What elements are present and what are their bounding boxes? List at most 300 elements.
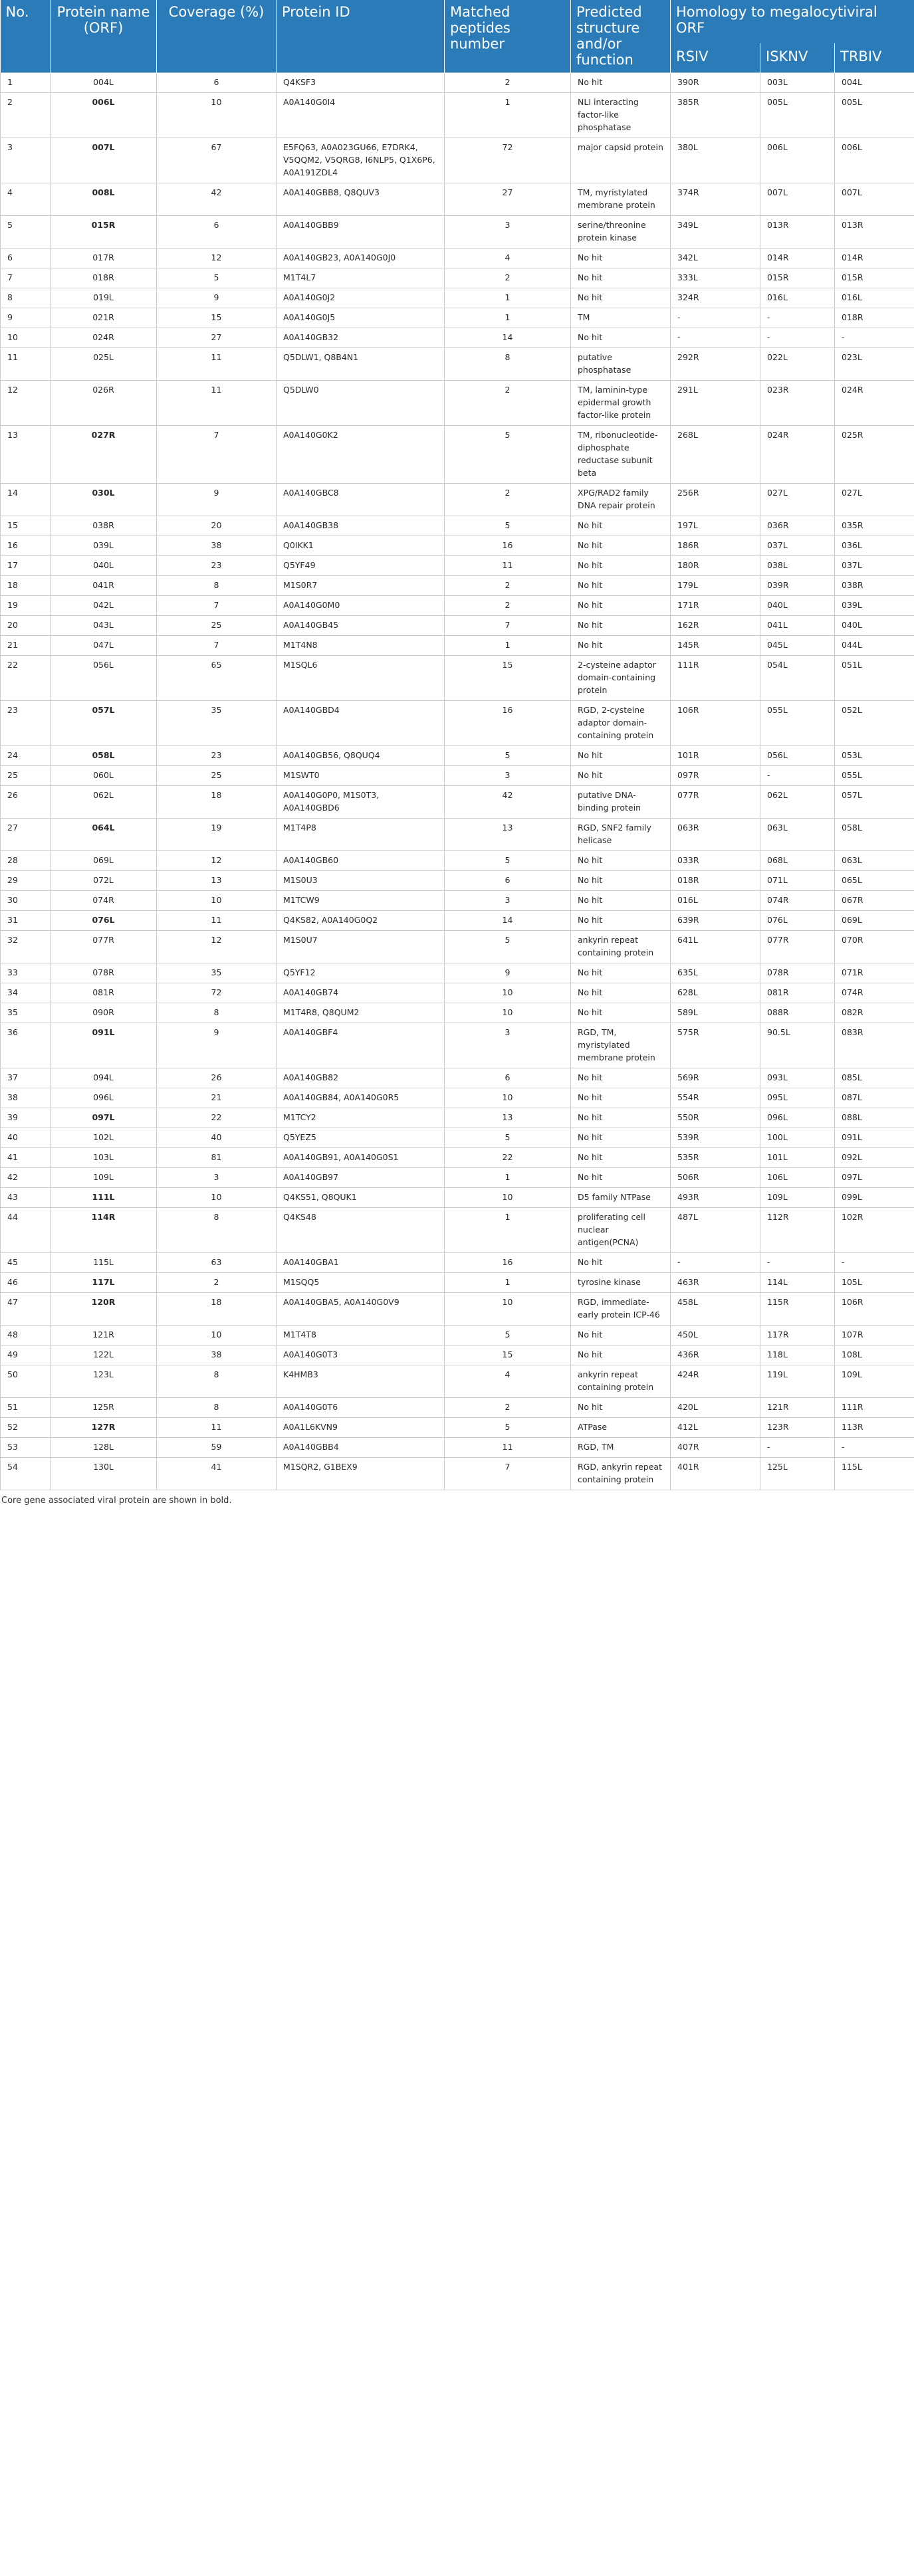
cell-rsiv: 186R bbox=[671, 536, 760, 555]
cell-protein-name: 041R bbox=[51, 575, 157, 595]
cell-protein-name: 008L bbox=[51, 183, 157, 215]
cell-coverage: 59 bbox=[157, 1437, 277, 1457]
cell-coverage: 18 bbox=[157, 1292, 277, 1325]
cell-rsiv: - bbox=[671, 308, 760, 328]
cell-protein-name: 058L bbox=[51, 745, 157, 765]
cell-coverage: 10 bbox=[157, 1187, 277, 1207]
cell-protein-id: Q4KS51, Q8QUK1 bbox=[277, 1187, 445, 1207]
cell-matched-peptides: 10 bbox=[445, 983, 571, 1003]
cell-matched-peptides: 10 bbox=[445, 1187, 571, 1207]
cell-matched-peptides: 3 bbox=[445, 890, 571, 910]
cell-predicted-function: No hit bbox=[571, 72, 671, 92]
cell-predicted-function: ankyrin repeat containing protein bbox=[571, 1365, 671, 1397]
cell-coverage: 10 bbox=[157, 890, 277, 910]
cell-matched-peptides: 16 bbox=[445, 700, 571, 745]
cell-protein-id: M1T4N8 bbox=[277, 635, 445, 655]
cell-coverage: 72 bbox=[157, 983, 277, 1003]
cell-rsiv: 333L bbox=[671, 268, 760, 288]
cell-isknv: 119L bbox=[760, 1365, 835, 1397]
cell-rsiv: 569R bbox=[671, 1068, 760, 1088]
cell-rsiv: 639R bbox=[671, 910, 760, 930]
cell-matched-peptides: 14 bbox=[445, 328, 571, 347]
cell-protein-name: 017R bbox=[51, 248, 157, 268]
table-footnote: Core gene associated viral protein are shown in bold. bbox=[1, 1495, 232, 1506]
table-row bbox=[1, 1147, 914, 1167]
table-row bbox=[1, 183, 914, 215]
cell-isknv: 006L bbox=[760, 138, 835, 183]
cell-coverage: 19 bbox=[157, 818, 277, 850]
cell-coverage: 18 bbox=[157, 785, 277, 818]
table-row bbox=[1, 1068, 914, 1088]
cell-trbiv: 099L bbox=[835, 1187, 914, 1207]
cell-coverage: 67 bbox=[157, 138, 277, 183]
cell-isknv: 003L bbox=[760, 72, 835, 92]
cell-trbiv: 025R bbox=[835, 425, 914, 483]
cell-protein-name: 122L bbox=[51, 1345, 157, 1365]
cell-protein-name: 114R bbox=[51, 1207, 157, 1252]
cell-coverage: 35 bbox=[157, 700, 277, 745]
cell-no: 10 bbox=[1, 328, 51, 347]
cell-protein-id: M1S0R7 bbox=[277, 575, 445, 595]
cell-predicted-function: tyrosine kinase bbox=[571, 1272, 671, 1292]
cell-no: 15 bbox=[1, 516, 51, 536]
table-row bbox=[1, 1088, 914, 1108]
cell-no: 1 bbox=[1, 72, 51, 92]
cell-predicted-function: No hit bbox=[571, 268, 671, 288]
cell-rsiv: 111R bbox=[671, 655, 760, 700]
cell-matched-peptides: 6 bbox=[445, 870, 571, 890]
cell-rsiv: 589L bbox=[671, 1003, 760, 1023]
cell-predicted-function: No hit bbox=[571, 910, 671, 930]
cell-isknv: 055L bbox=[760, 700, 835, 745]
table-header bbox=[1, 0, 914, 72]
cell-trbiv: 004L bbox=[835, 72, 914, 92]
table-row bbox=[1, 1128, 914, 1147]
cell-isknv: 093L bbox=[760, 1068, 835, 1088]
cell-isknv: 014R bbox=[760, 248, 835, 268]
cell-trbiv: 051L bbox=[835, 655, 914, 700]
cell-rsiv: 641L bbox=[671, 930, 760, 963]
table-row bbox=[1, 425, 914, 483]
cell-coverage: 8 bbox=[157, 1365, 277, 1397]
cell-matched-peptides: 42 bbox=[445, 785, 571, 818]
cell-protein-name: 038R bbox=[51, 516, 157, 536]
cell-coverage: 12 bbox=[157, 248, 277, 268]
cell-protein-name: 103L bbox=[51, 1147, 157, 1167]
cell-matched-peptides: 2 bbox=[445, 268, 571, 288]
cell-no: 27 bbox=[1, 818, 51, 850]
cell-trbiv: 036L bbox=[835, 536, 914, 555]
cell-rsiv: 539R bbox=[671, 1128, 760, 1147]
table-row bbox=[1, 138, 914, 183]
cell-predicted-function: NLI interacting factor-like phosphatase bbox=[571, 92, 671, 138]
cell-rsiv: 436R bbox=[671, 1345, 760, 1365]
table-row bbox=[1, 615, 914, 635]
cell-protein-id: M1TCW9 bbox=[277, 890, 445, 910]
cell-isknv: 095L bbox=[760, 1088, 835, 1108]
cell-protein-id: A0A140GBC8 bbox=[277, 483, 445, 516]
cell-predicted-function: RGD, TM, myristylated membrane protein bbox=[571, 1023, 671, 1068]
cell-coverage: 12 bbox=[157, 850, 277, 870]
cell-coverage: 81 bbox=[157, 1147, 277, 1167]
cell-no: 5 bbox=[1, 215, 51, 248]
cell-no: 20 bbox=[1, 615, 51, 635]
cell-trbiv: 085L bbox=[835, 1068, 914, 1088]
header-no: No. bbox=[1, 0, 51, 72]
cell-rsiv: 628L bbox=[671, 983, 760, 1003]
cell-protein-id: A0A140GB74 bbox=[277, 983, 445, 1003]
cell-isknv: 015R bbox=[760, 268, 835, 288]
cell-protein-name: 096L bbox=[51, 1088, 157, 1108]
cell-no: 17 bbox=[1, 555, 51, 575]
cell-isknv: 013R bbox=[760, 215, 835, 248]
cell-predicted-function: D5 family NTPase bbox=[571, 1187, 671, 1207]
cell-matched-peptides: 2 bbox=[445, 72, 571, 92]
cell-trbiv: 014R bbox=[835, 248, 914, 268]
cell-trbiv: 087L bbox=[835, 1088, 914, 1108]
cell-isknv: 125L bbox=[760, 1457, 835, 1490]
cell-protein-name: 043L bbox=[51, 615, 157, 635]
cell-isknv: - bbox=[760, 1437, 835, 1457]
cell-predicted-function: serine/threonine protein kinase bbox=[571, 215, 671, 248]
cell-no: 36 bbox=[1, 1023, 51, 1068]
cell-protein-name: 015R bbox=[51, 215, 157, 248]
cell-rsiv: 179L bbox=[671, 575, 760, 595]
cell-protein-name: 021R bbox=[51, 308, 157, 328]
cell-matched-peptides: 5 bbox=[445, 516, 571, 536]
cell-no: 19 bbox=[1, 595, 51, 615]
cell-rsiv: 077R bbox=[671, 785, 760, 818]
cell-protein-id: M1TCY2 bbox=[277, 1108, 445, 1128]
cell-rsiv: 349L bbox=[671, 215, 760, 248]
cell-coverage: 6 bbox=[157, 215, 277, 248]
cell-matched-peptides: 8 bbox=[445, 347, 571, 380]
cell-predicted-function: No hit bbox=[571, 1108, 671, 1128]
cell-predicted-function: No hit bbox=[571, 248, 671, 268]
cell-protein-id: Q4KSF3 bbox=[277, 72, 445, 92]
cell-no: 26 bbox=[1, 785, 51, 818]
cell-predicted-function: No hit bbox=[571, 745, 671, 765]
cell-isknv: - bbox=[760, 328, 835, 347]
cell-matched-peptides: 5 bbox=[445, 1325, 571, 1345]
cell-trbiv: 027L bbox=[835, 483, 914, 516]
cell-protein-id: A0A140GBA5, A0A140G0V9 bbox=[277, 1292, 445, 1325]
cell-predicted-function: No hit bbox=[571, 870, 671, 890]
cell-matched-peptides: 13 bbox=[445, 818, 571, 850]
cell-coverage: 42 bbox=[157, 183, 277, 215]
cell-trbiv: 018R bbox=[835, 308, 914, 328]
cell-isknv: 114L bbox=[760, 1272, 835, 1292]
cell-protein-id: A0A140G0M0 bbox=[277, 595, 445, 615]
cell-no: 14 bbox=[1, 483, 51, 516]
cell-no: 18 bbox=[1, 575, 51, 595]
cell-trbiv: 024R bbox=[835, 380, 914, 425]
cell-matched-peptides: 2 bbox=[445, 595, 571, 615]
cell-predicted-function: No hit bbox=[571, 1397, 671, 1417]
cell-matched-peptides: 5 bbox=[445, 425, 571, 483]
cell-rsiv: 162R bbox=[671, 615, 760, 635]
cell-isknv: 096L bbox=[760, 1108, 835, 1128]
cell-coverage: 22 bbox=[157, 1108, 277, 1128]
cell-predicted-function: No hit bbox=[571, 575, 671, 595]
cell-coverage: 13 bbox=[157, 870, 277, 890]
cell-protein-id: Q0IKK1 bbox=[277, 536, 445, 555]
cell-no: 37 bbox=[1, 1068, 51, 1088]
cell-isknv: 123R bbox=[760, 1417, 835, 1437]
table-row bbox=[1, 268, 914, 288]
cell-protein-name: 062L bbox=[51, 785, 157, 818]
cell-protein-name: 072L bbox=[51, 870, 157, 890]
cell-no: 12 bbox=[1, 380, 51, 425]
cell-predicted-function: No hit bbox=[571, 1088, 671, 1108]
cell-predicted-function: No hit bbox=[571, 1345, 671, 1365]
table-row bbox=[1, 700, 914, 745]
cell-protein-id: A0A140G0J2 bbox=[277, 288, 445, 308]
table-row bbox=[1, 516, 914, 536]
cell-protein-id: Q5YF49 bbox=[277, 555, 445, 575]
cell-predicted-function: No hit bbox=[571, 595, 671, 615]
cell-protein-name: 024R bbox=[51, 328, 157, 347]
cell-protein-id: M1SQL6 bbox=[277, 655, 445, 700]
table-row bbox=[1, 1365, 914, 1397]
cell-rsiv: 145R bbox=[671, 635, 760, 655]
cell-trbiv: 039L bbox=[835, 595, 914, 615]
table-row bbox=[1, 910, 914, 930]
cell-protein-id: Q4KS82, A0A140G0Q2 bbox=[277, 910, 445, 930]
cell-no: 22 bbox=[1, 655, 51, 700]
cell-matched-peptides: 72 bbox=[445, 138, 571, 183]
cell-coverage: 2 bbox=[157, 1272, 277, 1292]
cell-trbiv: 107R bbox=[835, 1325, 914, 1345]
cell-isknv: 077R bbox=[760, 930, 835, 963]
cell-protein-name: 018R bbox=[51, 268, 157, 288]
cell-protein-name: 120R bbox=[51, 1292, 157, 1325]
cell-predicted-function: putative DNA-binding protein bbox=[571, 785, 671, 818]
cell-trbiv: - bbox=[835, 1252, 914, 1272]
cell-predicted-function: RGD, SNF2 family helicase bbox=[571, 818, 671, 850]
cell-no: 34 bbox=[1, 983, 51, 1003]
cell-matched-peptides: 1 bbox=[445, 92, 571, 138]
cell-trbiv: 067R bbox=[835, 890, 914, 910]
cell-rsiv: 063R bbox=[671, 818, 760, 850]
cell-no: 28 bbox=[1, 850, 51, 870]
cell-rsiv: 458L bbox=[671, 1292, 760, 1325]
cell-trbiv: 113R bbox=[835, 1417, 914, 1437]
cell-matched-peptides: 11 bbox=[445, 1437, 571, 1457]
table-row bbox=[1, 215, 914, 248]
cell-predicted-function: RGD, 2-cysteine adaptor domain-containing protein bbox=[571, 700, 671, 745]
cell-protein-id: M1S0U7 bbox=[277, 930, 445, 963]
cell-rsiv: 016L bbox=[671, 890, 760, 910]
cell-coverage: 25 bbox=[157, 765, 277, 785]
cell-no: 24 bbox=[1, 745, 51, 765]
cell-matched-peptides: 10 bbox=[445, 1088, 571, 1108]
cell-no: 25 bbox=[1, 765, 51, 785]
table-row bbox=[1, 963, 914, 983]
cell-trbiv: 106R bbox=[835, 1292, 914, 1325]
cell-isknv: 040L bbox=[760, 595, 835, 615]
table-row bbox=[1, 655, 914, 700]
cell-protein-id: A0A140GBF4 bbox=[277, 1023, 445, 1068]
table-row bbox=[1, 1345, 914, 1365]
cell-predicted-function: No hit bbox=[571, 635, 671, 655]
cell-predicted-function: major capsid protein bbox=[571, 138, 671, 183]
cell-trbiv: 005L bbox=[835, 92, 914, 138]
cell-rsiv: 535R bbox=[671, 1147, 760, 1167]
cell-matched-peptides: 9 bbox=[445, 963, 571, 983]
cell-rsiv: 324R bbox=[671, 288, 760, 308]
cell-trbiv: 007L bbox=[835, 183, 914, 215]
cell-no: 54 bbox=[1, 1457, 51, 1490]
cell-protein-name: 128L bbox=[51, 1437, 157, 1457]
cell-protein-id: M1T4P8 bbox=[277, 818, 445, 850]
cell-trbiv: 006L bbox=[835, 138, 914, 183]
cell-protein-id: A0A140GB45 bbox=[277, 615, 445, 635]
cell-no: 33 bbox=[1, 963, 51, 983]
cell-protein-id: A0A140GB56, Q8QUQ4 bbox=[277, 745, 445, 765]
cell-no: 21 bbox=[1, 635, 51, 655]
cell-protein-id: A0A140GB84, A0A140G0R5 bbox=[277, 1088, 445, 1108]
cell-protein-name: 060L bbox=[51, 765, 157, 785]
cell-isknv: - bbox=[760, 308, 835, 328]
cell-trbiv: 044L bbox=[835, 635, 914, 655]
cell-rsiv: 171R bbox=[671, 595, 760, 615]
cell-trbiv: 088L bbox=[835, 1108, 914, 1128]
cell-matched-peptides: 3 bbox=[445, 765, 571, 785]
cell-protein-id: Q5YF12 bbox=[277, 963, 445, 983]
table-row bbox=[1, 72, 914, 92]
cell-trbiv: 063L bbox=[835, 850, 914, 870]
table-row bbox=[1, 983, 914, 1003]
cell-predicted-function: No hit bbox=[571, 1252, 671, 1272]
cell-protein-name: 027R bbox=[51, 425, 157, 483]
cell-no: 8 bbox=[1, 288, 51, 308]
cell-trbiv: 040L bbox=[835, 615, 914, 635]
cell-protein-id: A0A140GBA1 bbox=[277, 1252, 445, 1272]
cell-rsiv: 101R bbox=[671, 745, 760, 765]
cell-coverage: 35 bbox=[157, 963, 277, 983]
cell-isknv: - bbox=[760, 1252, 835, 1272]
cell-protein-id: A0A140GB38 bbox=[277, 516, 445, 536]
table-row bbox=[1, 328, 914, 347]
cell-trbiv: 074R bbox=[835, 983, 914, 1003]
header-isknv: ISKNV bbox=[760, 43, 835, 72]
cell-trbiv: 065L bbox=[835, 870, 914, 890]
cell-rsiv: 412L bbox=[671, 1417, 760, 1437]
cell-protein-id: M1T4L7 bbox=[277, 268, 445, 288]
cell-predicted-function: No hit bbox=[571, 963, 671, 983]
cell-trbiv: 108L bbox=[835, 1345, 914, 1365]
cell-rsiv: 575R bbox=[671, 1023, 760, 1068]
cell-protein-id: E5FQ63, A0A023GU66, E7DRK4, V5QQM2, V5QRG8, I6NLP5, Q1X6P6, A0A191ZDL4 bbox=[277, 138, 445, 183]
cell-protein-id: M1T4R8, Q8QUM2 bbox=[277, 1003, 445, 1023]
cell-protein-name: 057L bbox=[51, 700, 157, 745]
cell-isknv: 081R bbox=[760, 983, 835, 1003]
cell-rsiv: 106R bbox=[671, 700, 760, 745]
table-row bbox=[1, 1325, 914, 1345]
cell-isknv: 106L bbox=[760, 1167, 835, 1187]
table-row bbox=[1, 635, 914, 655]
cell-protein-name: 042L bbox=[51, 595, 157, 615]
cell-trbiv: 016L bbox=[835, 288, 914, 308]
cell-isknv: 022L bbox=[760, 347, 835, 380]
cell-no: 6 bbox=[1, 248, 51, 268]
cell-matched-peptides: 2 bbox=[445, 380, 571, 425]
table-row bbox=[1, 1187, 914, 1207]
table-row bbox=[1, 850, 914, 870]
cell-trbiv: 057L bbox=[835, 785, 914, 818]
cell-predicted-function: No hit bbox=[571, 1147, 671, 1167]
cell-no: 48 bbox=[1, 1325, 51, 1345]
cell-no: 40 bbox=[1, 1128, 51, 1147]
table-row bbox=[1, 1252, 914, 1272]
cell-protein-id: A0A140G0J5 bbox=[277, 308, 445, 328]
cell-isknv: 062L bbox=[760, 785, 835, 818]
cell-coverage: 21 bbox=[157, 1088, 277, 1108]
cell-predicted-function: No hit bbox=[571, 328, 671, 347]
cell-coverage: 9 bbox=[157, 483, 277, 516]
cell-rsiv: 407R bbox=[671, 1437, 760, 1457]
cell-no: 49 bbox=[1, 1345, 51, 1365]
table-body bbox=[1, 72, 914, 1490]
cell-protein-name: 111L bbox=[51, 1187, 157, 1207]
cell-isknv: 039R bbox=[760, 575, 835, 595]
cell-protein-id: M1SWT0 bbox=[277, 765, 445, 785]
cell-predicted-function: ATPase bbox=[571, 1417, 671, 1437]
cell-isknv: 117R bbox=[760, 1325, 835, 1345]
cell-coverage: 8 bbox=[157, 1207, 277, 1252]
cell-matched-peptides: 5 bbox=[445, 1417, 571, 1437]
cell-protein-id: A0A140GB23, A0A140G0J0 bbox=[277, 248, 445, 268]
cell-rsiv: 424R bbox=[671, 1365, 760, 1397]
table-row bbox=[1, 1457, 914, 1490]
cell-matched-peptides: 16 bbox=[445, 536, 571, 555]
cell-isknv: 016L bbox=[760, 288, 835, 308]
cell-rsiv: 097R bbox=[671, 765, 760, 785]
header-homology: Homology to megalocytiviral ORF bbox=[671, 0, 914, 43]
cell-trbiv: 037L bbox=[835, 555, 914, 575]
cell-trbiv: 109L bbox=[835, 1365, 914, 1397]
table-row bbox=[1, 1108, 914, 1128]
cell-no: 29 bbox=[1, 870, 51, 890]
cell-no: 4 bbox=[1, 183, 51, 215]
cell-isknv: 112R bbox=[760, 1207, 835, 1252]
cell-protein-name: 127R bbox=[51, 1417, 157, 1437]
cell-no: 46 bbox=[1, 1272, 51, 1292]
cell-coverage: 38 bbox=[157, 536, 277, 555]
cell-predicted-function: putative phosphatase bbox=[571, 347, 671, 380]
cell-protein-name: 004L bbox=[51, 72, 157, 92]
cell-isknv: 056L bbox=[760, 745, 835, 765]
cell-rsiv: 292R bbox=[671, 347, 760, 380]
cell-matched-peptides: 5 bbox=[445, 745, 571, 765]
cell-rsiv: 493R bbox=[671, 1187, 760, 1207]
cell-protein-id: A0A140GB91, A0A140G0S1 bbox=[277, 1147, 445, 1167]
cell-coverage: 11 bbox=[157, 910, 277, 930]
cell-predicted-function: No hit bbox=[571, 1167, 671, 1187]
cell-trbiv: 035R bbox=[835, 516, 914, 536]
table-row bbox=[1, 1437, 914, 1457]
cell-coverage: 3 bbox=[157, 1167, 277, 1187]
cell-rsiv: 033R bbox=[671, 850, 760, 870]
cell-matched-peptides: 1 bbox=[445, 1167, 571, 1187]
cell-protein-name: 097L bbox=[51, 1108, 157, 1128]
cell-protein-name: 076L bbox=[51, 910, 157, 930]
cell-rsiv: 401R bbox=[671, 1457, 760, 1490]
cell-rsiv: 256R bbox=[671, 483, 760, 516]
cell-trbiv: 097L bbox=[835, 1167, 914, 1187]
cell-rsiv: 390R bbox=[671, 72, 760, 92]
